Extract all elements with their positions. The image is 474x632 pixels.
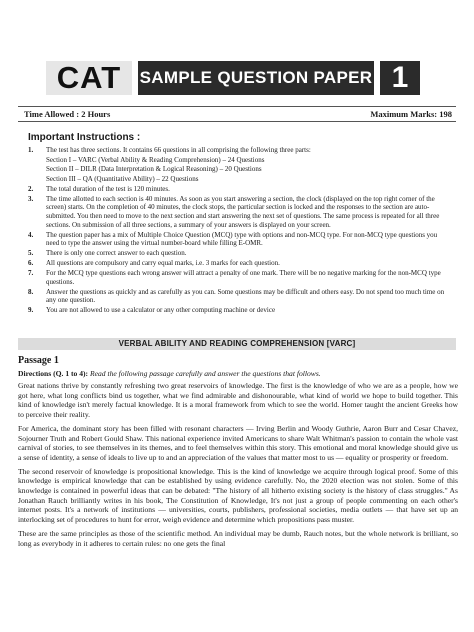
instruction-text: For the MCQ type questions each wrong answer will attract a penalty of one mark. There will be no negative marking for the non-MCQ type questions. <box>46 269 441 286</box>
passage-paragraph: These are the same principles as those of the scientific method. An individual may be dumb, Rauch notes, but the whole network is brilliant, so long as everybody in it adheres to certain rules: no one gets the final <box>18 528 458 548</box>
instruction-item <box>28 306 448 315</box>
instruction-number: 8. <box>28 287 34 296</box>
passage-paragraph: The second reservoir of knowledge is propositional knowledge. This is the kind of knowledge we acquire through logical proof. Some of this knowledge is empirical knowledge that can be established by using evidence carefully. No, the 2020 election was not stolen. Some of this knowledge is contained in powerful ideas that can be debated: "The history of all hitherto existing society is the history of class struggles." As Jonathan Rauch brilliantly writes in his book, The Constitution of Knowledge, It's not just a group of people commenting on each other's internet posts. It's a network of institutions — universities, courts, publishers, professional societies, media outlets — that have set up an interlocking set of procedures to hunt for error, weigh evidence and determine which propositions pass muster. <box>18 466 458 525</box>
instruction-text: All questions are compulsory and carry equal marks, i.e. 3 marks for each question. <box>46 259 280 268</box>
exam-meta <box>18 106 456 122</box>
passage-paragraph: For America, the dominant story has been filled with resonant characters — Irving Berlin and Woody Guthrie, Aaron Burr and Cesar Chavez, Sojourner Truth and Robert Gould Shaw. This national experience invited Americans to share Walt Whitman's passion to contain the whole vast carnival of stories, to see themselves in its themes, and to feel themselves within this story. This emotional and moral knowledge should give us a sense of identity, a sense of ideals to live up to and an appreciation of the values that matter most to us — equality or prosperity or freedom. <box>18 423 458 462</box>
time-allowed: Time Allowed : 2 Hours <box>24 109 111 119</box>
directions-label: Directions (Q. 1 to 4): <box>18 369 89 378</box>
instruction-number: 2. <box>28 184 34 193</box>
instruction-item <box>28 249 448 258</box>
page-header <box>46 61 414 95</box>
maximum-marks: Maximum Marks: 198 <box>370 109 452 119</box>
instruction-text: The question paper has a mix of Multiple Choice Question (MCQ) type with options and non-MCQ type. For non-MCQ type questions you need to type the answer using the virtual number-board while filling E-OMR. <box>46 230 438 248</box>
instruction-text: There is only one correct answer to each question. <box>46 249 187 258</box>
section-heading-bar: VERBAL ABILITY AND READING COMPREHENSION [VARC] <box>18 338 456 350</box>
instruction-item <box>28 259 448 268</box>
instruction-number: 6. <box>28 259 34 268</box>
directions-text: Read the following passage carefully and answer the questions that follows. <box>90 369 321 378</box>
section-line: Section II – DILR (Data Interpretation & Logical Reasoning) – 20 Questions <box>46 165 262 174</box>
instruction-text: The total duration of the test is 120 minutes. <box>46 184 170 193</box>
instruction-item <box>28 288 448 305</box>
instruction-text: The time allotted to each section is 40 minutes. As soon as you start answering a section, the clock (displayed on the top right corner of the screen) starts. On the completion of 40 minutes, the clock stops, the particular section is locked and the responses to the section are auto-submitted. You then need to move to the next section and start answering the next set of questions. The same process is repeated for all three sections. On submission of all three sections, a summary of your answers is displayed on your screen. <box>46 194 440 229</box>
instruction-text: Answer the questions as quickly and as carefully as you can. Some questions may be difficult and others easy. Do not spend too much time on any one question. <box>46 287 445 305</box>
instruction-text: You are not allowed to use a calculator or any other computing machine or device <box>46 306 276 315</box>
instruction-number: 4. <box>28 230 34 239</box>
instructions-list <box>28 146 448 316</box>
paper-number: 1 <box>380 61 420 95</box>
instruction-number: 5. <box>28 249 34 258</box>
instruction-text: The test has three sections. It contains 66 questions in all comprising the following three parts: <box>46 146 311 154</box>
instruction-item <box>28 195 448 229</box>
instruction-item <box>28 231 448 248</box>
instruction-number: 3. <box>28 194 34 203</box>
instruction-number: 7. <box>28 269 34 278</box>
instruction-item <box>28 185 448 194</box>
passage-body <box>18 381 458 552</box>
passage-paragraph: Great nations thrive by constantly refreshing two great reservoirs of knowledge. The first is the knowledge of who we are as a people, how we got here, what long conflicts bind us together, what we find admirable and dishonourable, what kind of world we hope to build together. This kind of knowledge isn't merely factual knowledge. It is a moral framework from which to see the world. Homer taught the ancient Greeks how to perceive their reality. <box>18 381 458 420</box>
passage-title: Passage 1 <box>18 355 59 366</box>
passage-directions <box>18 369 458 378</box>
instructions-heading: Important Instructions : <box>28 132 141 143</box>
instruction-number: 1. <box>28 146 34 154</box>
instruction-item <box>28 269 448 286</box>
section-line: Section I – VARC (Verbal Ability & Reading Comprehension) – 24 Questions <box>46 155 265 164</box>
paper-title: SAMPLE QUESTION PAPER <box>138 61 374 95</box>
instruction-number: 9. <box>28 306 34 315</box>
section-line: Section III – QA (Quantitative Ability) – 22 Questions <box>46 174 199 183</box>
exam-logo: CAT <box>46 61 132 95</box>
instruction-item <box>28 146 448 183</box>
